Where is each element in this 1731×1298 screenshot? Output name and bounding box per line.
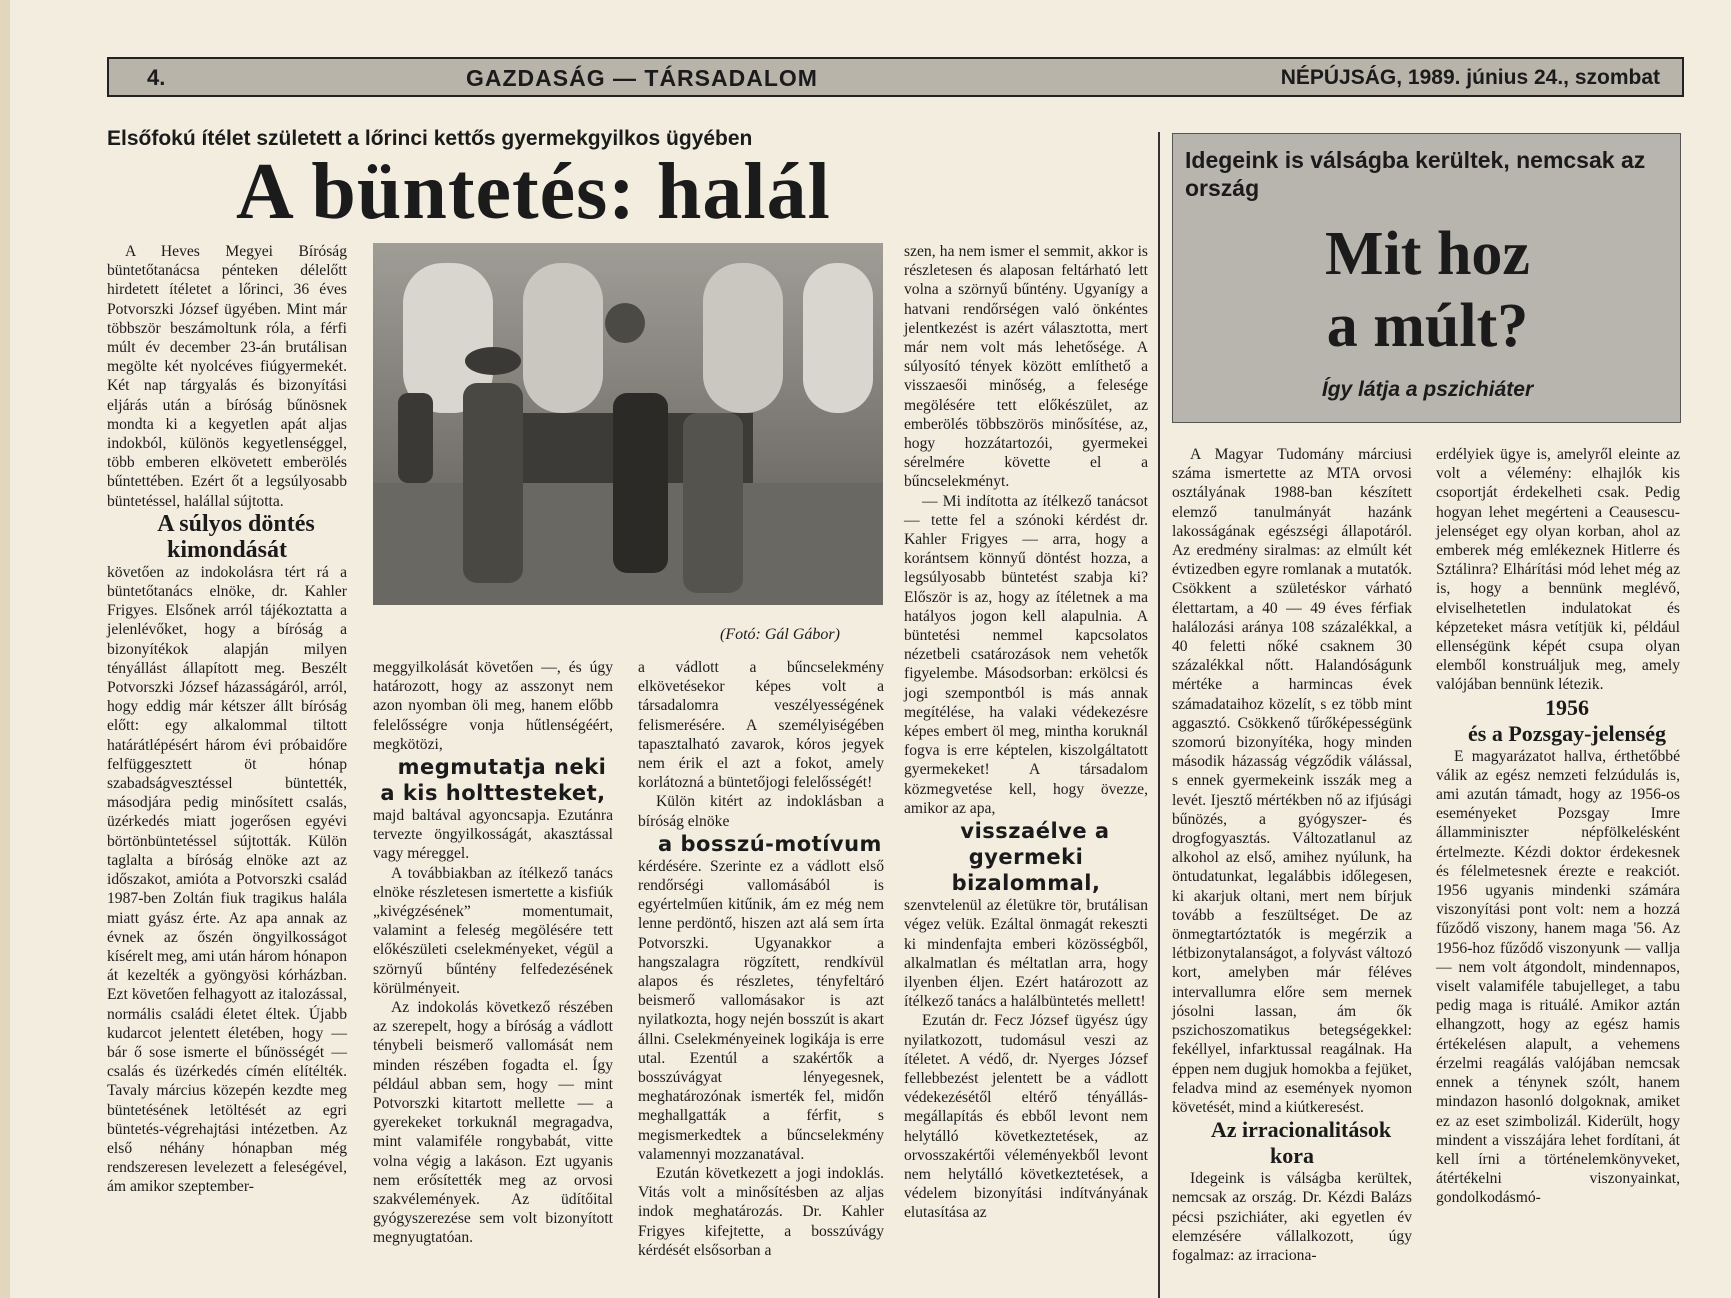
article-paragraph: követően az indokolásra tért rá a büntetőtanács elnöke, dr. Kahler Frigyes. Elsőnek arról tájékoztatta a jelenlévőket, hogy a bíróság a bizonyítékok alapján milyen tényállást állapított meg. Beszélt Potvorszki József házasságáról, arról, hogy eddig már kétszer állt bíróság előtt: egy alkalommal tiltott határátlépésért három évi próbaidőre felfüggesztett öt hónap szabadságvesztéssel büntették, másodjára pedig minősített csalás, üzérkedés miatt jogerősen egyévi börtönbüntetéssel sújtották. Külön taglalta a bíróság elnöke azt az időszakot, amióta a Potvorszki család 1987-ben Zoltán fiuk tragikus halála miatt gyász érte. Az apa annak az évnek az őszén öngyilkosságot kísérelt meg, ami után három hónapon át kezelték a gyöngyösi kórházban. Ezt követően felhagyott az italozással, normális családi életet éltek. Újabb kudarcot jelentett életében, hogy — bár ő sose ismerte el bűnösségét — csalás és üzérkedés címén elítélték. Tavaly március közepén kezdte meg büntetésének letöltését az egri büntetés-végrehajtási intézetben. Az első néhány hónapban még rendszeresen levelezett a feleségével, ám amikor szeptember- (107, 563, 347, 1196)
article-subheading: és a Pozsgay-jelenség (1468, 720, 1666, 746)
article-subheading: Az irracionalitások kora (1210, 1117, 1392, 1169)
article-paragraph: A továbbiakban az ítélkező tanács elnöke részletesen ismertette a kisfiúk „kivégzésének” momentumait, valamint a feleség megölésére tett előkészületi cselekményeket, végül a szörnyű bűntény felfedezésének körülményeit. (373, 864, 613, 997)
page-number: 4. (147, 65, 166, 90)
issue-date: NÉPÚJSÁG, 1989. június 24., szombat (1280, 66, 1660, 89)
article-paragraph: Az indokolás következő részében az szerepelt, hogy a bíróság a vádlott ténybeli beismerő vallomását nem minden részében fogadta el. Így például abban sem, hogy — mint Potvorszki kitartott mellette — a gyerekeket torkuknál megragadva, mint valamiféle rongybabát, vitte volna végig a lakáson. Ezt ugyanis nem erősítették meg az orvosi szakvélemények. Az üdítőital gyógyszerezése sem volt bizonyított megnyugtatóan. (373, 999, 613, 1247)
article-paragraph: a vádlott a bűncselekmény elkövetésekor képes volt a társadalomra veszélyességének felismerésére. A személyiségében tapasztalható zavarok, kóros jegyek nem érik el azt a fokot, amely korlátozná a büntetőjogi felelősségét! (638, 659, 884, 792)
sidebar-headline-box (1172, 133, 1681, 423)
sidebar-headline-line1: Mit hoz (1325, 220, 1530, 288)
article-subheading: a bosszú-motívum (658, 831, 882, 856)
section-title: GAZDASÁG — TÁRSADALOM (466, 65, 818, 91)
courtroom-photo-image (373, 243, 883, 605)
sidebar-column-1 (1172, 445, 1412, 1265)
article-paragraph: meggyilkolását követően —, és úgy határozott, hogy az asszonyt nem azon nyomban öli meg, hanem előbb felelősségre vonja hűtlenségéért, megkötözi, (373, 659, 613, 753)
sidebar-subtitle: Így látja a pszichiáter (1321, 378, 1534, 401)
article-paragraph: E magyarázatot hallva, érthetőbbé válik az egész nemzeti felzúdulás is, ami azután támadt, hogy az 1956-os eseményeket Pozsgay Imre államminiszter népfölkelésként értelmezte. Kézdi doktor érdekesnek és félelmetesnek érezte e reakciót. 1956 ugyanis mindenki számára viszonyítási pont volt: nem a hozzá fűződő viszony, hanem maga '56. Az 1956-hoz fűződő viszonyunk — vallja — nem volt átgondolt, mindennapos, viselt valamiféle tabujelleget, a tabu pedig maga is rituálé. Amikor aztán elhangzott, hogy az egész hamis értékelésen alapult, a vehemens érzelmi reagálás valójában nemcsak ennek a ténynek szólt, hanem mindazon hasonló dolgoknak, amiket ez az eset szimbolizál. Kiderült, hogy mindent a visszájára lehet fordítani, át kell írni a történelemkönyveket, átértékelni viszonyainkat, gondolkodásmó- (1436, 747, 1680, 1207)
article-kicker: Elsőfokú ítélet született a lőrinci kettős gyermekgyilkos ügyében (107, 127, 753, 150)
article-paragraph: — Mi indította az ítélkező tanácsot — tette fel a szónoki kérdést dr. Kahler Frigyes — arra, hogy a korántsem könnyű döntést hozza, a legsúlyosabb büntetést szabja ki? Először is az, hogy az ítéletnek a ma hatályos jogon kell alapulnia. A büntetési nemmel kapcsolatos nézetbeli csatározások nem vehetők figyelembe. Másodsorban: erkölcsi és jogi szempontból is más annak megítélése, ha valaki védekezésre képes embert öl meg, mintha koruknál fogva is erre képtelen, kiszolgáltatott gyermekeket! A társadalom közmegvetése kell, hogy övezze, amikor az apa, (904, 492, 1148, 817)
article-subheading: A súlyos döntés kimondását (157, 510, 315, 563)
article-paragraph: A Magyar Tudomány márciusi száma ismertette az MTA orvosi osztályának 1988-ban készített elemző tanulmányát hazánk lakosságának egészségi állapotáról. Az eredmény siralmas: az elmúlt két évtizedben egyre romlanak a mutatók. Csökkent a születéskor várható élettartam, a 40 — 49 éves férfiak halálozási aránya 108 százalékkal, a 40 feletti nőké csaknem 30 százalékkal nőtt. Halandóságunk mértéke a harmincas évek számadataihoz közelít, s ez több mint aggasztó. Csökkenő tűrőképességünk szomorú bizonyítéka, hogy minden második házasság végződik válással, s ennek gyermekeink isszák meg a levét. Ijesztő mértékben nő az ifjúsági bűnözés, a gyógyszer- és drogfogyasztás. Változatlanul az alkohol az első, amihez nyúlunk, ha öntudatunkat, legalábbis időlegesen, ki akarjuk oltani, mert nem bírjuk tovább a feszültséget. De az önmegtartóztatók is megérzik a létbizonytalanságot, a folyvást változó kort, amelyben már féléves intervallumra előre sem mernek jósolni lassan, ám ők pszichoszomatikus betegségekkel: fekéllyel, infarktussal reagálnak. Ha éppen nem dugjuk homokba a fejüket, feladva mind az események nyomon követését, mind a kiútkeresést. (1172, 446, 1412, 1116)
article-headline: A büntetés: halál (236, 148, 831, 236)
article-paragraph: erdélyiek ügye is, amelyről eleinte az volt a vélemény: elhajlók kis csoportját érdekelheti csak. Pedig hogyan lehet megérteni a Ceausescu-jelenséget egy olyan korban, ahol az emberek még emlékeznek Hitlerre és Sztálinra? Elhárítási mód lehet még az is, hogy a bennünk meglévő, elviselhetetlen indulatokat és képzeteket másra vetítjük ki, például ellenségünk képét csupa olyan elemből konstruáljuk meg, amely valójában bennünk létezik. (1436, 446, 1680, 694)
courtroom-photo (373, 243, 883, 605)
sidebar-kicker: Idegeink is válságba kerültek, nemcsak az ország (1185, 147, 1646, 201)
article-paragraph: Ezután következett a jogi indoklás. Vitás volt a minősítésben az aljas indok meghatározás. Dr. Kahler Frigyes kifejtette, a bosszúvágy kérdését elsősorban a (638, 1165, 884, 1259)
column-divider (1158, 132, 1160, 1298)
article-column-1 (107, 242, 347, 1197)
article-paragraph: Ezután dr. Fecz József ügyész úgy nyilatkozott, tudomásul veszi az ítéletet. A védő, dr. Nyerges József fellebbezést jelentett be a vádlott védekezésétől eltérő tényállás-megállapítás és ebből levont nem helytálló következtetések, az orvosszakértői véleményekből levont nem helytálló következtetések, a védelem bizonyítási indítványának elutasítása az (904, 1012, 1148, 1222)
article-paragraph: Idegeink is válságba kerültek, nemcsak az ország. Dr. Kézdi Balázs pécsi pszichiáter, aki egyetlen év elemzésére vállalkozott, úgy fogalmaz: az irraciona- (1172, 1170, 1412, 1264)
article-column-mid (638, 658, 884, 1260)
article-subheading: visszaélve a gyermeki bizalommal, (951, 819, 1110, 896)
page-edge (0, 0, 10, 1298)
article-paragraph: szenvtelenül az életükre tör, brutálisan végez velük. Ezáltal önmagát rekeszti ki mindenfajta emberi közösségből, alkalmatlan és méltatlan arra, hogy ilyenben éljen. Ezért határozott az ítélkező tanács a halálbüntetés mellett! (904, 897, 1148, 1011)
article-column-2 (373, 658, 613, 1248)
article-paragraph: kérdésére. Szerinte ez a vádlott első rendőrségi vallomásából is egyértelműen kitűnik, ám ez még nem lenne perdöntő, hiszen azt alá sem írta Potvorszki. Ugyanakkor a hangszalagra rögzített, rendkívül alapos és részletes, tényfeltáró beismerő vallomásakor is azt nyilatkozta, hogy nején bosszút is akart állni. Cselekményeinek logikája is erre utal. Ezentúl a szakértők a bosszúvágyat lényegesnek, meghatározónak ismerték fel, midőn meghallgatták a férfit, s megismerkedtek a bűncselekmény valamennyi mozzanatával. (638, 857, 884, 1163)
article-paragraph: majd baltával agyoncsapja. Ezutánra tervezte öngyilkosságát, akasztással vagy méreggel. (373, 807, 613, 863)
sidebar-headline (1173, 218, 1682, 362)
article-column-3 (904, 242, 1148, 1223)
sidebar-column-2 (1436, 445, 1680, 1208)
article-paragraph: Külön kitért az indoklásban a bíróság elnöke (638, 793, 884, 830)
article-paragraph: szen, ha nem ismer el semmit, akkor is részletesen és alaposan feltárható lett volna a szörnyű bűntény. Ugyanígy a hatvani rendőrségen való önkéntes jelentkezést is azért választotta, mert már nem volt más lehetősége. A súlyosító tények között említhető a visszaesői minőség, a felesége megölésére tett előkészület, az emberölés többszörös minősítése, az, hogy hozzátartozói, gyermekei sérelmére követte el a bűncselekményt. (904, 243, 1148, 491)
sidebar-headline-line2: a múlt? (1326, 292, 1529, 360)
photo-caption: (Fotó: Gál Gábor) (720, 626, 840, 643)
page-header (107, 57, 1684, 97)
article-subheading: megmutatja neki a kis holttesteket, (380, 755, 607, 806)
article-paragraph: A Heves Megyei Bíróság büntetőtanácsa pénteken délelőtt hirdetett ítéletet a lőrinci, 36 éves Potvorszki József ügyében. Mint már többször beszámoltunk róla, a férfi múlt év december 23-án brutálisan megölte két nyolcéves fiúgyermekét. Két nap tárgyalás és bizonyítási eljárás után a bíróság bűnösnek mondta ki a kegyetlen apát aljas indokból, különös kegyetlenséggel, több emberen elkövetett emberölés bűntettében. Ezért őt a legsúlyosabb büntetéssel, halállal sújtotta. (107, 243, 347, 510)
article-subheading: 1956 (1545, 694, 1589, 720)
